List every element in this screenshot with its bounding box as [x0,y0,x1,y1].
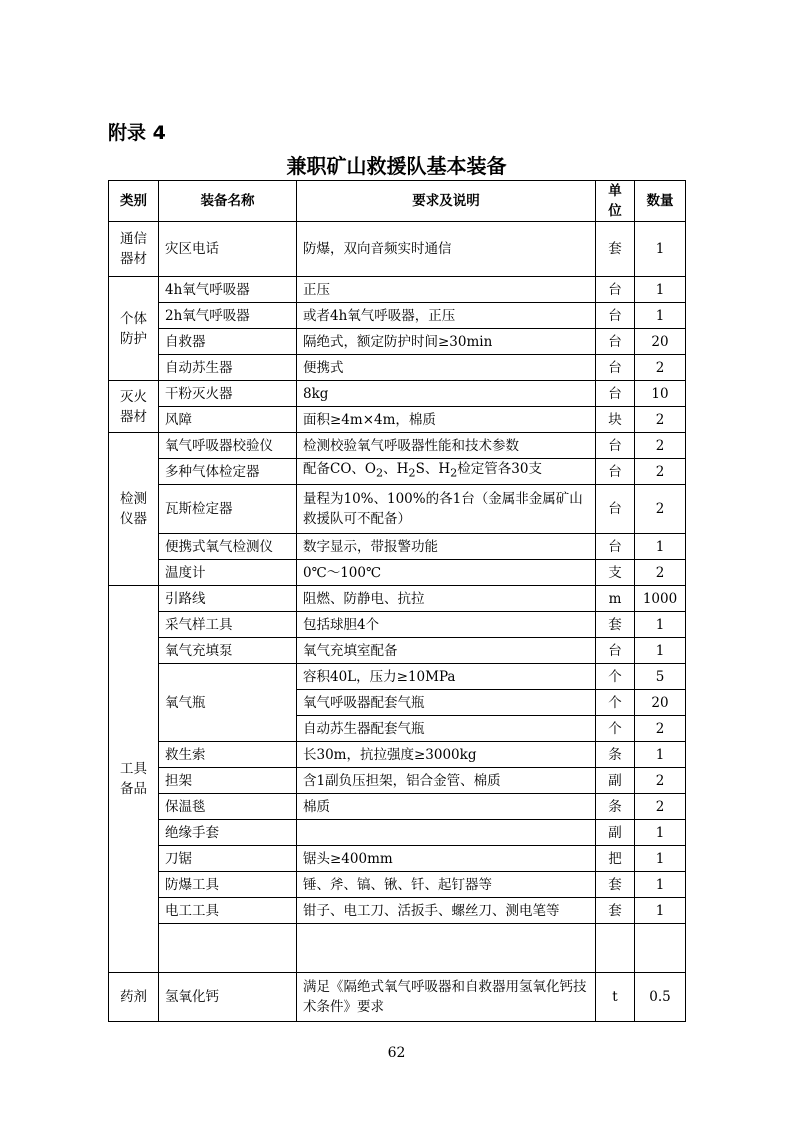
equipment-quantity: 20 [635,690,686,716]
equipment-name: 采气样工具 [159,612,297,638]
equipment-requirement: 防爆，双向音频实时通信 [297,222,596,277]
equipment-quantity: 20 [635,329,686,355]
equipment-quantity: 0.5 [635,973,686,1022]
equipment-name: 4h氧气呼吸器 [159,277,297,303]
equipment-quantity: 2 [635,794,686,820]
table-row [109,924,686,973]
category-cell: 通信 器材 [109,222,159,277]
equipment-requirement: 钳子、电工刀、活扳手、螺丝刀、测电笔等 [297,898,596,924]
table-row [109,586,686,612]
equipment-unit: 台 [596,329,635,355]
equipment-requirement: 自动苏生器配套气瓶 [297,716,596,742]
equipment-quantity: 1 [635,638,686,664]
equipment-unit: 台 [596,459,635,485]
equipment-unit: 台 [596,303,635,329]
table-row [109,355,686,381]
equipment-name: 氧气呼吸器校验仪 [159,433,297,459]
equipment-quantity [635,924,686,973]
equipment-quantity: 1 [635,872,686,898]
equipment-unit: 条 [596,742,635,768]
appendix-label: 附录 4 [108,122,166,144]
equipment-requirement: 便携式 [297,355,596,381]
header-requirement: 要求及说明 [297,181,596,222]
equipment-quantity: 2 [635,459,686,485]
equipment-name [159,924,297,973]
equipment-unit: 台 [596,381,635,407]
equipment-quantity: 2 [635,485,686,534]
equipment-quantity: 1 [635,898,686,924]
equipment-unit: 套 [596,872,635,898]
header-category: 类别 [109,181,159,222]
table-row [109,222,686,277]
equipment-requirement: 阻燃、防静电、抗拉 [297,586,596,612]
equipment-requirement: 含1副负压担架，铝合金管、棉质 [297,768,596,794]
header-name: 装备名称 [159,181,297,222]
table-header-row [109,181,686,222]
equipment-quantity: 1 [635,534,686,560]
equipment-unit: 套 [596,222,635,277]
equipment-quantity: 1 [635,820,686,846]
equipment-name: 瓦斯检定器 [159,485,297,534]
equipment-requirement: 面积≥4m×4m，棉质 [297,407,596,433]
equipment-name: 救生索 [159,742,297,768]
equipment-requirement: 0℃～100℃ [297,560,596,586]
table-row [109,794,686,820]
equipment-name: 2h氧气呼吸器 [159,303,297,329]
equipment-name: 温度计 [159,560,297,586]
category-cell: 灭火 器材 [109,381,159,433]
page-number: 62 [387,1045,406,1061]
equipment-unit: 台 [596,485,635,534]
table-row [109,820,686,846]
category-cell: 工具 备品 [109,586,159,973]
equipment-requirement: 隔绝式，额定防护时间≥30min [297,329,596,355]
table-row [109,898,686,924]
equipment-name: 多种气体检定器 [159,459,297,485]
category-cell: 个体 防护 [109,277,159,381]
equipment-unit: 台 [596,534,635,560]
equipment-unit: 副 [596,768,635,794]
equipment-requirement: 配备CO、$O_2$、$H_2S$、$H_2$检定管各30支 [297,459,596,485]
equipment-name: 自救器 [159,329,297,355]
table-row [109,407,686,433]
equipment-quantity: 1000 [635,586,686,612]
table-row [109,742,686,768]
equipment-name: 风障 [159,407,297,433]
equipment-quantity: 2 [635,716,686,742]
table-row [109,846,686,872]
equipment-quantity: 1 [635,222,686,277]
document-title: 兼职矿山救援队基本装备 [286,154,507,178]
equipment-requirement: 或者4h氧气呼吸器，正压 [297,303,596,329]
equipment-unit: 个 [596,664,635,690]
equipment-name: 氧气充填泵 [159,638,297,664]
equipment-name: 刀锯 [159,846,297,872]
equipment-requirement: 满足《隔绝式氧气呼吸器和自救器用氢氧化钙技术条件》要求 [297,973,596,1022]
equipment-table [108,180,686,1022]
equipment-unit: 块 [596,407,635,433]
table-row [109,768,686,794]
header-unit: 单位 [596,181,635,222]
equipment-quantity: 2 [635,560,686,586]
equipment-name: 干粉灭火器 [159,381,297,407]
equipment-unit: 台 [596,355,635,381]
table-row [109,560,686,586]
equipment-name: 绝缘手套 [159,820,297,846]
equipment-quantity: 5 [635,664,686,690]
equipment-requirement: 氧气充填室配备 [297,638,596,664]
equipment-name: 氢氧化钙 [159,973,297,1022]
table-row [109,381,686,407]
equipment-name: 担架 [159,768,297,794]
equipment-unit: 把 [596,846,635,872]
equipment-quantity: 2 [635,768,686,794]
equipment-unit: 条 [596,794,635,820]
equipment-quantity: 1 [635,277,686,303]
equipment-unit: 个 [596,690,635,716]
table-row [109,612,686,638]
table-row [109,485,686,534]
equipment-quantity: 1 [635,742,686,768]
equipment-unit: 副 [596,820,635,846]
equipment-unit: 台 [596,277,635,303]
table-row [109,638,686,664]
equipment-requirement: 锤、斧、镐、锹、钎、起钉器等 [297,872,596,898]
equipment-unit: 套 [596,898,635,924]
equipment-name: 便携式氧气检测仪 [159,534,297,560]
table-row [109,433,686,459]
equipment-unit: 个 [596,716,635,742]
equipment-requirement: 容积40L，压力≥10MPa [297,664,596,690]
equipment-unit: 支 [596,560,635,586]
table-row [109,973,686,1022]
equipment-unit: 台 [596,638,635,664]
equipment-requirement: 正压 [297,277,596,303]
equipment-quantity: 2 [635,355,686,381]
table-row [109,459,686,485]
equipment-name: 电工工具 [159,898,297,924]
table-row [109,872,686,898]
equipment-requirement [297,924,596,973]
table-row [109,277,686,303]
equipment-quantity: 1 [635,846,686,872]
table-row [109,303,686,329]
equipment-unit: m [596,586,635,612]
equipment-name: 保温毯 [159,794,297,820]
equipment-requirement: 氧气呼吸器配套气瓶 [297,690,596,716]
equipment-unit: t [596,973,635,1022]
equipment-name: 引路线 [159,586,297,612]
equipment-requirement: 检测校验氧气呼吸器性能和技术参数 [297,433,596,459]
equipment-requirement: 数字显示，带报警功能 [297,534,596,560]
category-cell: 药剂 [109,973,159,1022]
equipment-name: 灾区电话 [159,222,297,277]
equipment-name: 自动苏生器 [159,355,297,381]
table-row [109,664,686,690]
equipment-name: 防爆工具 [159,872,297,898]
equipment-requirement: 包括球胆4个 [297,612,596,638]
equipment-requirement: 量程为10%、100%的各1台（金属非金属矿山救援队可不配备） [297,485,596,534]
equipment-name: 氧气瓶 [159,664,297,742]
equipment-unit: 套 [596,612,635,638]
equipment-requirement: 8kg [297,381,596,407]
equipment-quantity: 1 [635,612,686,638]
equipment-quantity: 1 [635,303,686,329]
table-row [109,329,686,355]
header-quantity: 数量 [635,181,686,222]
equipment-requirement: 锯头≥400mm [297,846,596,872]
equipment-quantity: 2 [635,433,686,459]
equipment-unit: 台 [596,433,635,459]
equipment-requirement [297,820,596,846]
equipment-requirement: 长30m，抗拉强度≥3000kg [297,742,596,768]
equipment-requirement: 棉质 [297,794,596,820]
table-row [109,534,686,560]
equipment-quantity: 2 [635,407,686,433]
equipment-quantity: 10 [635,381,686,407]
category-cell: 检测 仪器 [109,433,159,586]
equipment-unit [596,924,635,973]
